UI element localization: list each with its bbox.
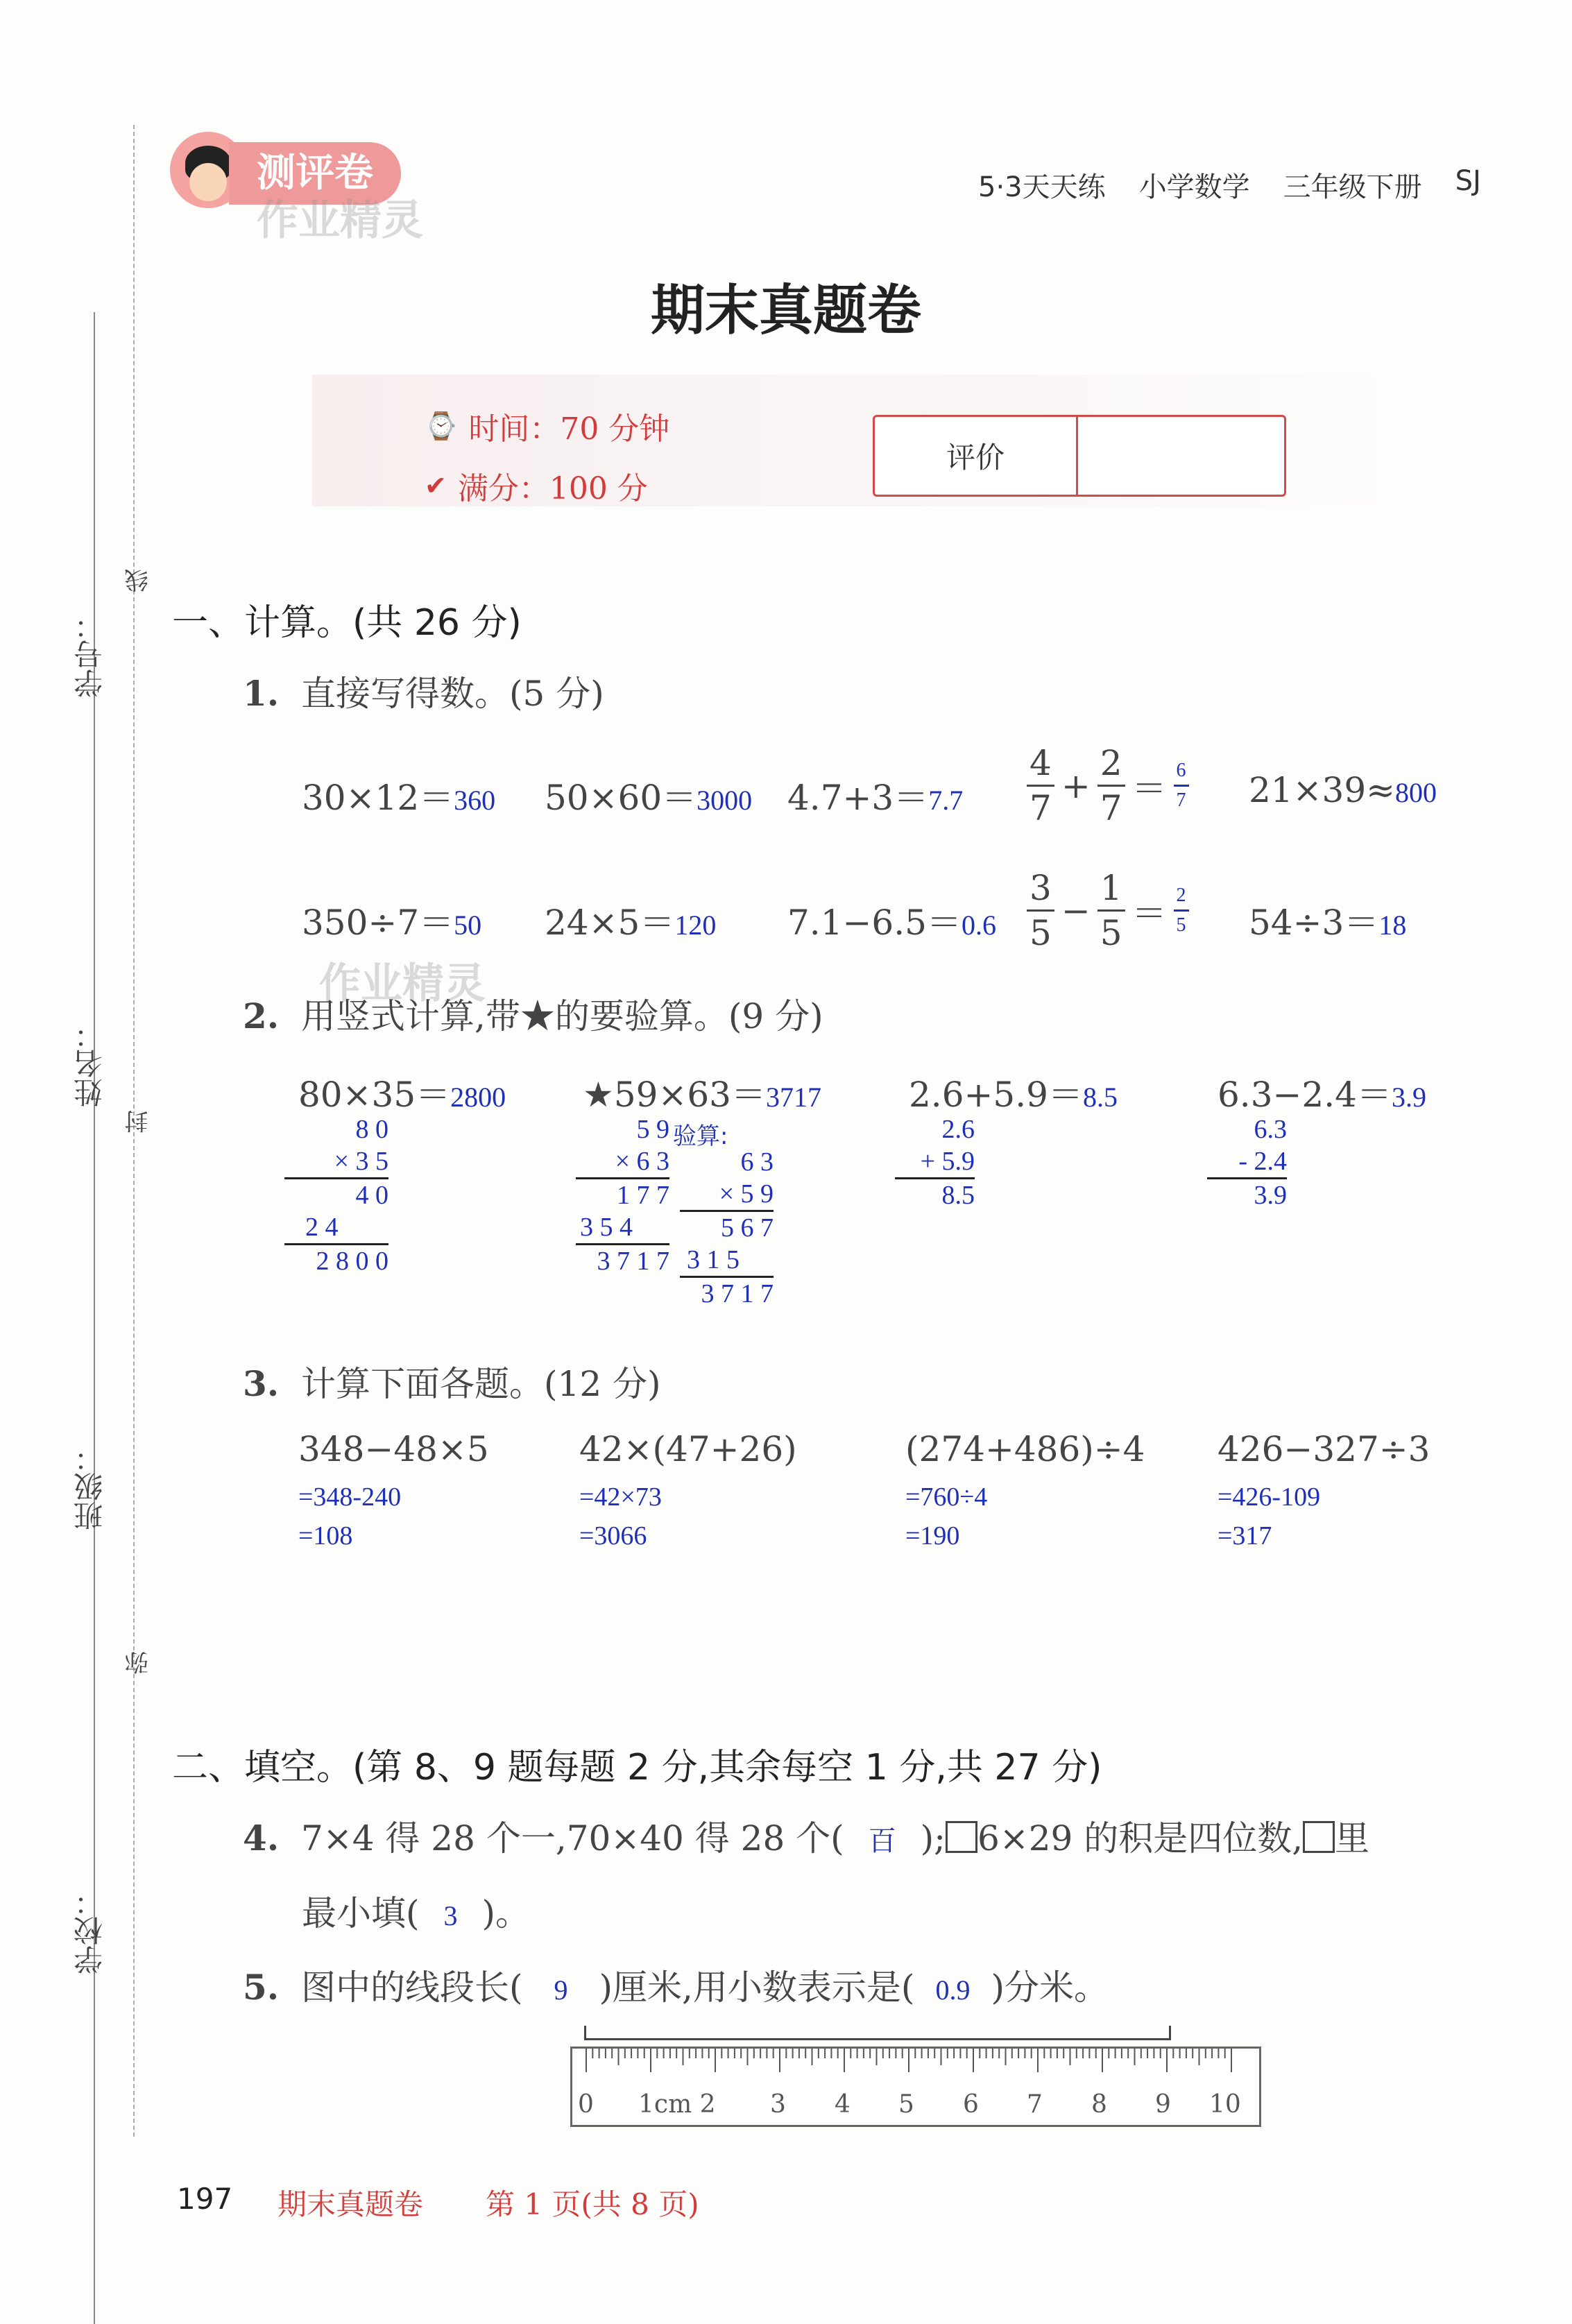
answer: 3.9 <box>1391 1082 1426 1113</box>
school-label: 学校： <box>73 1887 107 1974</box>
q1-item: 54÷3＝18 <box>1249 903 1407 943</box>
check-label: 验算: <box>673 1122 728 1150</box>
q3-number: 3. <box>243 1363 280 1404</box>
answer: 2800 <box>450 1082 506 1113</box>
vertical-work-3: 2.6 + 5.9 8.5 <box>895 1113 975 1211</box>
subject-label: 小学数学 <box>1138 171 1250 203</box>
answer-fraction: $\frac{2}{5}$ <box>1174 886 1189 935</box>
q4-number: 4. <box>243 1818 280 1859</box>
q3-item: 426−327÷3 =426-109 =317 <box>1218 1429 1430 1550</box>
answer: 8.5 <box>1082 1082 1118 1113</box>
q3-title <box>243 1356 661 1406</box>
q2-title <box>243 989 823 1039</box>
book-header <box>978 165 1481 205</box>
q5-answer-2[interactable]: 0.9 <box>935 1974 971 2006</box>
q2-text: 用竖式计算,带★的要验算。(9 分) <box>301 996 823 1036</box>
answer: 18 <box>1378 909 1407 941</box>
class-label: 班级： <box>73 1443 107 1530</box>
answer: 3717 <box>765 1082 821 1113</box>
test-badge: 测评卷 <box>229 142 401 205</box>
q5-line: 5. 图中的线段长( 9 )厘米,用小数表示是( 0.9 )分米。 <box>243 1967 1109 2008</box>
answer: 7.7 <box>928 785 964 816</box>
time-info <box>425 404 669 448</box>
q1-item: 30×12＝360 <box>302 778 496 818</box>
q1-item: 7.1−6.5＝0.6 <box>787 903 996 943</box>
answer: 0.6 <box>961 909 996 941</box>
q3-item: 348−48×5 =348-240 =108 <box>298 1429 489 1550</box>
q2-item: 6.3−2.4＝3.9 <box>1218 1075 1426 1115</box>
line-segment <box>584 2026 1171 2040</box>
q4-line1: 4. 7×4 得 28 个一,70×40 得 28 个( 百 ); 6×29 的积是四位数, 里 <box>243 1818 1370 1859</box>
name-label: 姓名： <box>73 1020 107 1107</box>
footer-title: 期末真题卷 <box>277 2187 424 2221</box>
ruler-ticks <box>572 2049 1259 2090</box>
blank-square-icon <box>946 1821 977 1853</box>
q1-item: 50×60＝3000 <box>545 778 753 818</box>
q1-fraction-item: $\frac{3}{5}$ − $\frac{1}{5}$ ＝ $\frac{2}{5}$ <box>1027 871 1189 950</box>
seal-mark-line: 线 <box>125 569 153 592</box>
answer: 800 <box>1395 777 1437 808</box>
vertical-work-4: 6.3 - 2.4 3.9 <box>1207 1113 1287 1211</box>
q3-item: 42×(47+26) =42×73 =3066 <box>579 1429 797 1550</box>
q2-item: 2.6+5.9＝8.5 <box>909 1075 1118 1115</box>
q1-text: 直接写得数。(5 分) <box>301 674 604 714</box>
q5-answer-1[interactable]: 9 <box>554 1974 568 2006</box>
ruler: 0 1cm 2 3 4 5 6 7 8 9 10 <box>570 2047 1261 2127</box>
answer: 360 <box>454 785 496 816</box>
blank-square-icon <box>1303 1821 1335 1853</box>
q4-answer-1[interactable]: 百 <box>868 1825 896 1856</box>
page-number: 197 <box>177 2182 233 2216</box>
edition-label: SJ <box>1455 165 1481 197</box>
vertical-work-1: 8 0 × 3 5 4 0 2 4 2 8 0 0 <box>284 1113 388 1277</box>
evaluation-label: 评价 <box>875 417 1078 495</box>
vertical-work-2: 5 9 × 6 3 1 7 7 3 5 4 3 7 1 7 <box>576 1113 669 1277</box>
q2-item: ★59×63＝3717 <box>583 1075 821 1115</box>
q2-number: 2. <box>243 996 280 1036</box>
page-title: 期末真题卷 <box>650 279 921 342</box>
watermark: 作业精灵 <box>257 196 423 245</box>
q2-item: 80×35＝2800 <box>298 1075 506 1115</box>
answer: 120 <box>674 909 717 941</box>
q4-line2: 最小填( 3 )。 <box>302 1893 531 1933</box>
q1-item: 4.7+3＝7.7 <box>787 778 964 818</box>
watermark: 作业精灵 <box>319 959 486 1008</box>
series-label: 5·3天天练 <box>978 171 1106 203</box>
answer: 3000 <box>697 785 753 816</box>
q1-item: 350÷7＝50 <box>302 903 482 943</box>
q1-item: 21×39≈800 <box>1249 770 1437 810</box>
q1-fraction-item: $\frac{4}{7}$ + $\frac{2}{7}$ ＝ $\frac{6}{7}$ <box>1027 746 1189 826</box>
answer-fraction: $\frac{6}{7}$ <box>1174 761 1189 810</box>
evaluation-box <box>873 415 1286 497</box>
evaluation-field[interactable] <box>1078 417 1284 495</box>
time-text: 时间：70 分钟 <box>468 411 670 447</box>
score-info <box>425 463 648 508</box>
q1-title <box>243 666 604 716</box>
student-id-label: 学号： <box>73 610 107 698</box>
seal-mark-close: 弥 <box>125 1651 153 1675</box>
q1-number: 1. <box>243 673 280 714</box>
section1-heading: 一、计算。(共 26 分) <box>172 602 522 644</box>
section2-heading: 二、填空。(第 8、9 题每题 2 分,其余每空 1 分,共 27 分) <box>172 1747 1102 1788</box>
q1-item: 24×5＝120 <box>545 903 717 943</box>
footer-page-info: 第 1 页(共 8 页) <box>486 2187 699 2221</box>
check-circle-icon: ✔ <box>425 470 447 501</box>
answer: 50 <box>454 909 482 941</box>
q3-text: 计算下面各题。(12 分) <box>301 1364 661 1404</box>
q5-number: 5. <box>243 1967 280 2008</box>
check-work: 6 3 × 5 9 5 6 7 3 1 5 3 7 1 7 <box>680 1146 774 1310</box>
score-text: 满分：100 分 <box>457 471 648 506</box>
q3-item: (274+486)÷4 =760÷4 =190 <box>905 1429 1145 1550</box>
grade-label: 三年级下册 <box>1283 171 1422 203</box>
q4-answer-2[interactable]: 3 <box>443 1900 458 1931</box>
clock-icon: ⌚ <box>425 410 458 441</box>
seal-mark-seal: 封 <box>125 1110 153 1134</box>
